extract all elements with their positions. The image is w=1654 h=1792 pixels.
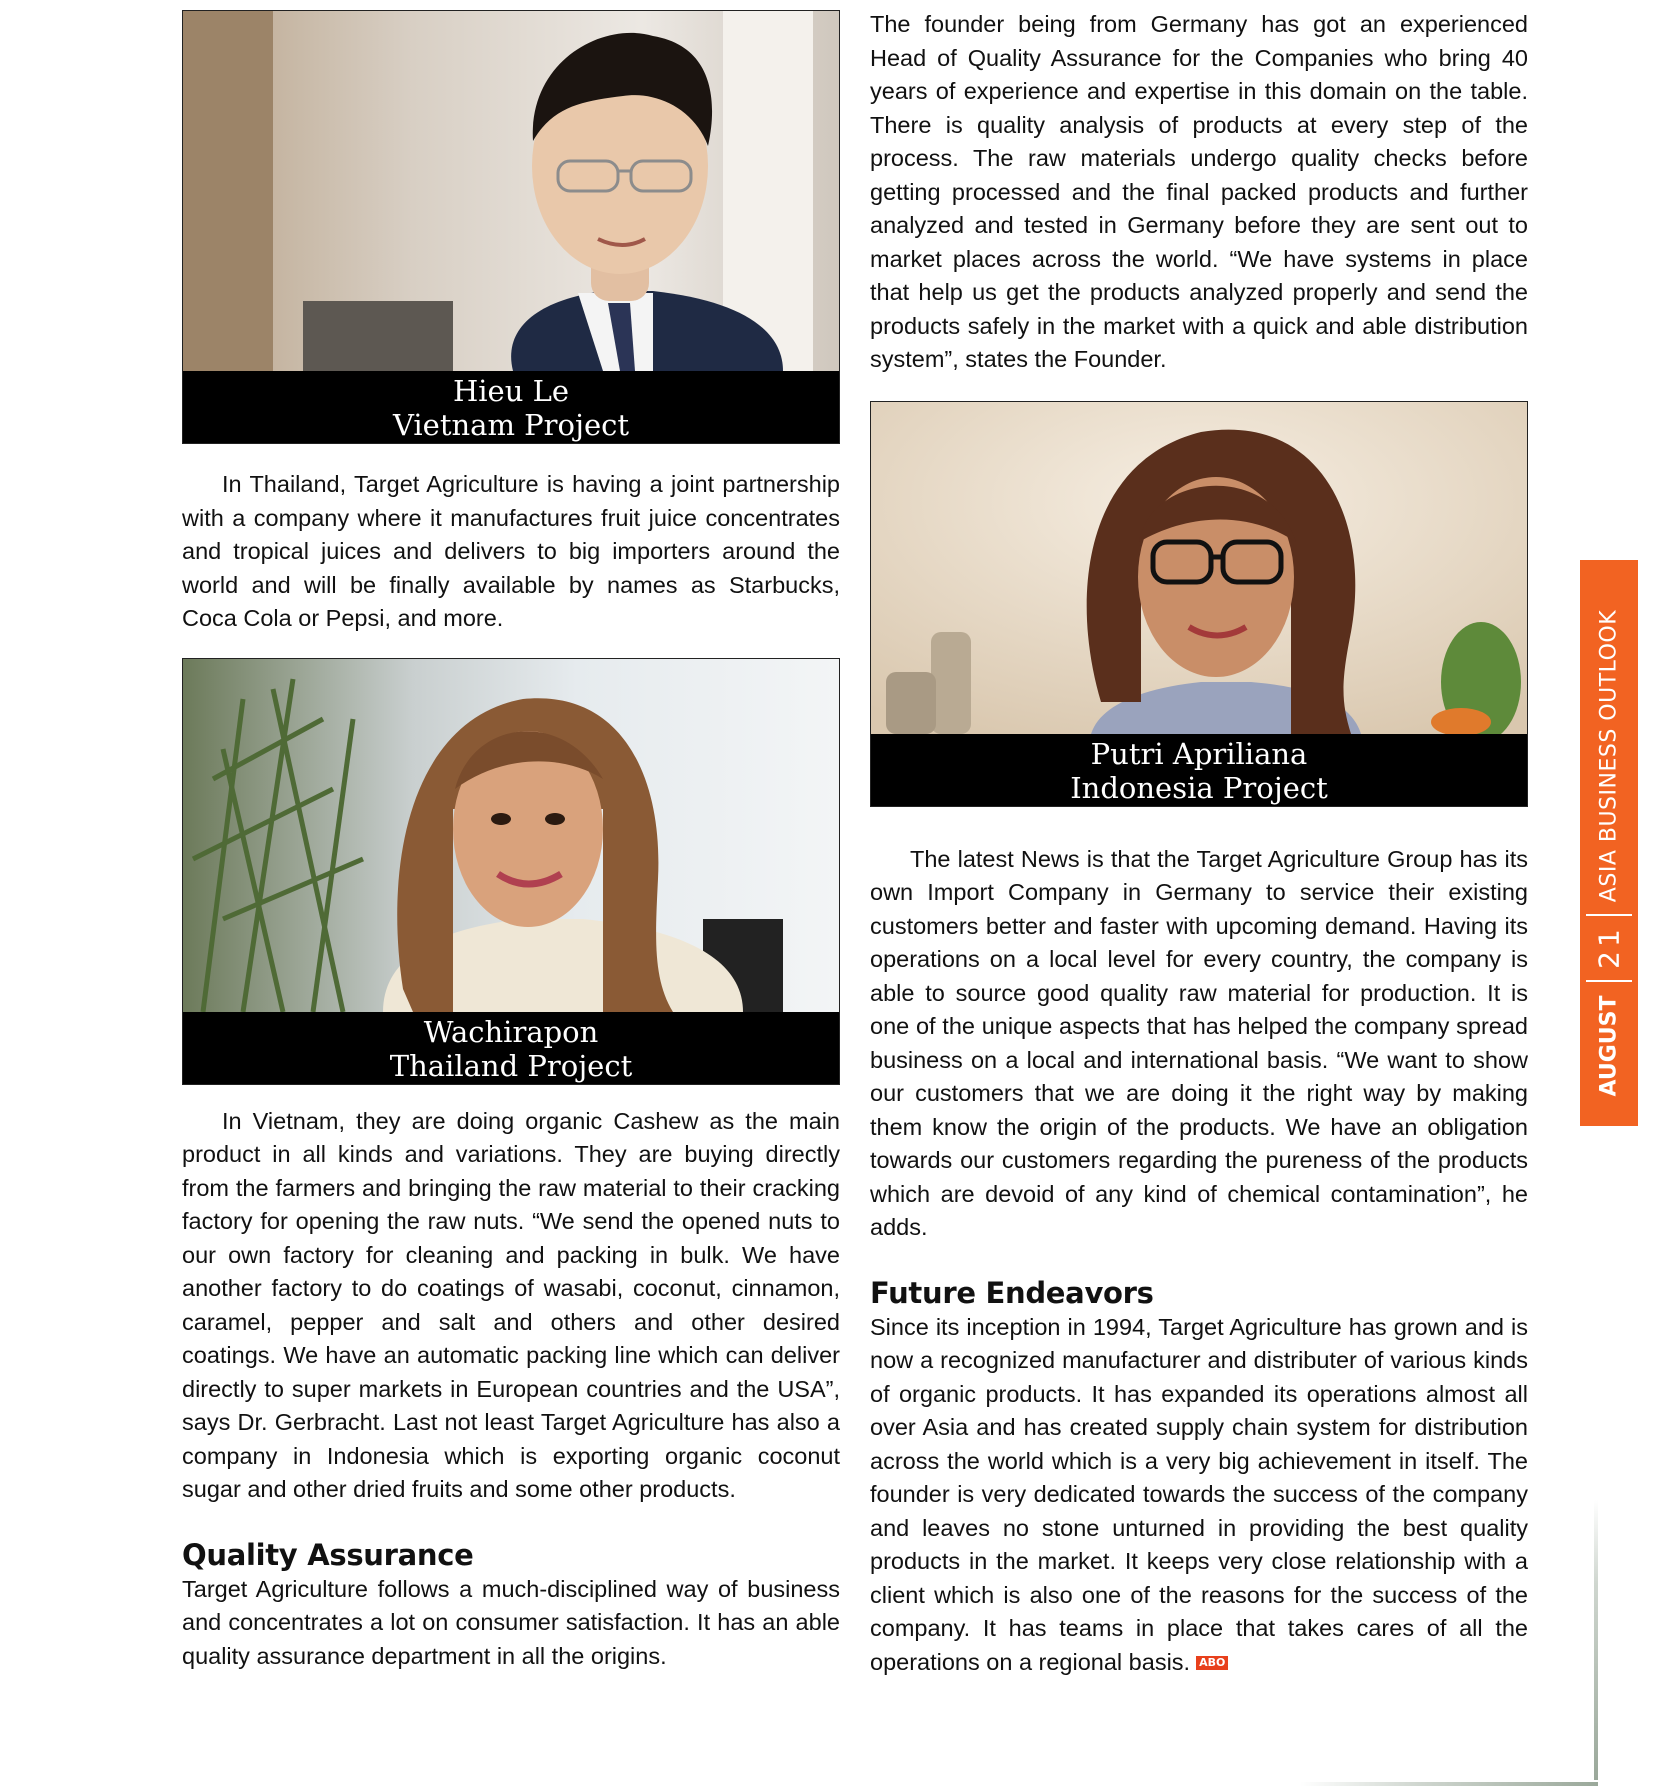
- future-endeavors-text: Since its inception in 1994, Target Agriculture has grown and is now a recognized manufacturer and distributer of various kinds of organic products. It has expanded its operations almost all over Asia and has created supply chain system for distribution across the world which is a very big achievement in itself. The founder is very dedicated towards the success of the company and leaves no stone unturned in providing the best quality products in the market. It keeps very close relationship with a client which is also one of the reasons for the success of the company. It has teams in place that takes cares of all the operations on a regional basis.: [870, 1313, 1528, 1675]
- portrait-photo-wachirapon: [183, 659, 839, 1012]
- magazine-side-tab: [1580, 560, 1638, 1126]
- divider: [1586, 980, 1632, 982]
- caption-name: Putri Apriliana: [1090, 736, 1308, 771]
- page-edge-shadow: [1594, 1500, 1598, 1780]
- magazine-name: ASIA BUSINESS OUTLOOK: [1596, 609, 1622, 903]
- caption-project: Indonesia Project: [1070, 770, 1328, 805]
- right-column: [870, 8, 1528, 1679]
- woman-portrait-image: [183, 659, 839, 1012]
- divider: [1586, 914, 1632, 916]
- caption-name: Wachirapon: [423, 1014, 599, 1049]
- photo-caption: [183, 371, 839, 443]
- photo-figure-wachirapon: [182, 658, 840, 1085]
- page-edge-shadow: [1300, 1782, 1598, 1786]
- photo-caption: [871, 734, 1527, 806]
- caption-project: Thailand Project: [389, 1048, 633, 1083]
- issue-month: AUGUST: [1596, 995, 1622, 1097]
- man-portrait-image: [183, 11, 839, 371]
- portrait-photo-putri-apriliana: [871, 402, 1527, 734]
- left-column: [182, 10, 840, 1673]
- future-endeavors-paragraph: [870, 1311, 1528, 1680]
- photo-figure-hieu-le: [182, 10, 840, 444]
- caption-project: Vietnam Project: [392, 408, 630, 442]
- photo-figure-putri-apriliana: [870, 401, 1528, 807]
- founder-paragraph: The founder being from Germany has got an experienced Head of Quality Assurance for the Companies who bring 40 years of experience and expertise in this domain on the table. There is quality analysis of products at every step of the process. The raw materials undergo quality checks before getting processed and the final packed products and further analyzed and tested in Germany before they are sent out to market places across the world. “We have systems in place that help us get the products analyzed properly and send the products safely in the market with a quick and able distribution system”, states the Founder.: [870, 11, 1528, 372]
- abo-end-mark: ABO: [1196, 1656, 1228, 1670]
- quality-assurance-heading: Quality Assurance: [182, 1537, 474, 1572]
- quality-assurance-paragraph: Target Agriculture follows a much-disciplined way of business and concentrates a lot on consumer satisfaction. It has an able quality assurance department in all the origins.: [182, 1575, 840, 1669]
- latest-news-paragraph: The latest News is that the Target Agriculture Group has its own Import Company in Germany to service their existing customers better and faster with upcoming demand. Having its operations on a local level for every country, the company is able to source good quality raw material for production. It is one of the unique aspects that has helped the company spread business on a local and international basis. “We want to show our customers that we are doing it the right way by making them know the origin of the products. We have an obligation towards our customers regarding the pureness of the products which are devoid of any kind of chemical contamination”, he adds.: [870, 845, 1528, 1240]
- future-endeavors-heading: Future Endeavors: [870, 1275, 1154, 1310]
- thailand-paragraph: In Thailand, Target Agriculture is having a joint partnership with a company where it manufactures fruit juice concentrates and tropical juices and delivers to big importers around the world and will be finally available by names as Starbucks, Coca Cola or Pepsi, and more.: [182, 471, 840, 631]
- caption-name: Hieu Le: [452, 374, 570, 408]
- woman-glasses-portrait-image: [871, 402, 1527, 734]
- page-number: 21: [1592, 925, 1626, 969]
- portrait-photo-hieu-le: [183, 11, 839, 371]
- photo-caption: [183, 1012, 839, 1084]
- vietnam-paragraph: In Vietnam, they are doing organic Cashew as the main product in all kinds and variations. They are buying directly from the farmers and bringing the raw material to their cracking factory for opening the raw nuts. “We send the opened nuts to our own factory for cleaning and packing in bulk. We have another factory to do coatings of wasabi, coconut, cinnamon, caramel, pepper and salt and others and other desired coatings. We have an automatic packing line which can deliver directly to super markets in European countries and the USA”, says Dr. Gerbracht. Last not least Target Agriculture has also a company in Indonesia which is exporting organic coconut sugar and other dried fruits and some other products.: [182, 1107, 840, 1502]
